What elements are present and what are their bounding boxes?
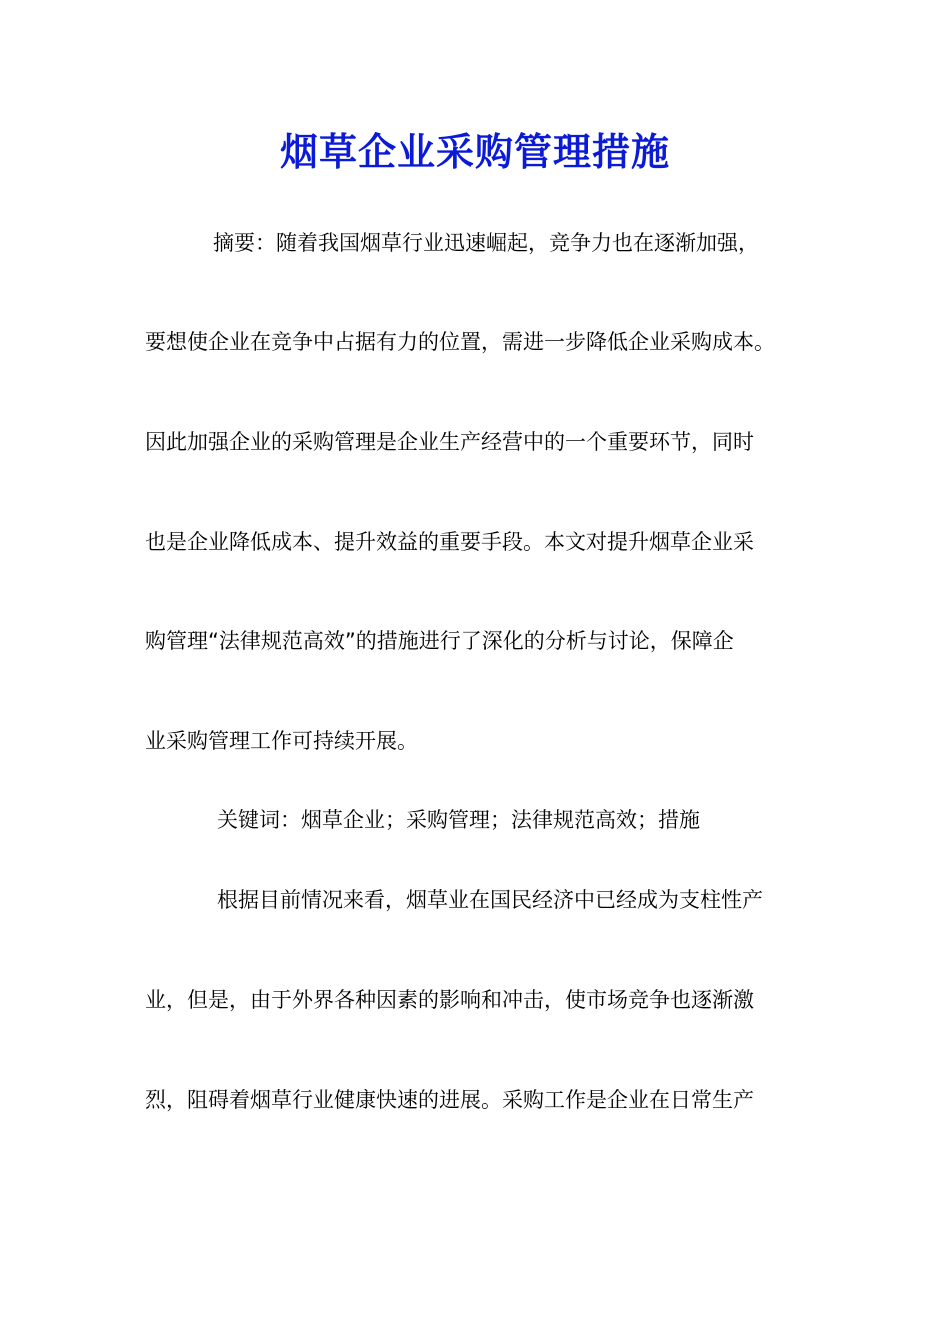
abstract-line-2: 要想使企业在竞争中占据有力的位置，需进一步降低企业采购成本。	[145, 330, 775, 354]
body-line-2: 业，但是，由于外界各种因素的影响和冲击，使市场竞争也逐渐激	[145, 988, 754, 1012]
abstract-line-5: 购管理“法律规范高效”的措施进行了深化的分析与讨论，保障企	[145, 629, 734, 653]
body-line-3: 烈，阻碍着烟草行业健康快速的进展。采购工作是企业在日常生产	[145, 1088, 754, 1112]
abstract-line-6: 业采购管理工作可持续开展。	[145, 729, 418, 753]
abstract-line-4: 也是企业降低成本、提升效益的重要手段。本文对提升烟草企业采	[145, 530, 754, 554]
document-title: 烟草企业采购管理措施	[279, 129, 670, 174]
abstract-line-3: 因此加强企业的采购管理是企业生产经营中的一个重要环节，同时	[145, 430, 754, 454]
body-line-1: 根据目前情况来看，烟草业在国民经济中已经成为支柱性产	[217, 888, 763, 912]
abstract-line-1: 摘要：随着我国烟草行业迅速崛起，竞争力也在逐渐加强，	[213, 231, 759, 255]
keywords-line: 关键词：烟草企业；采购管理；法律规范高效；措施	[217, 808, 700, 832]
